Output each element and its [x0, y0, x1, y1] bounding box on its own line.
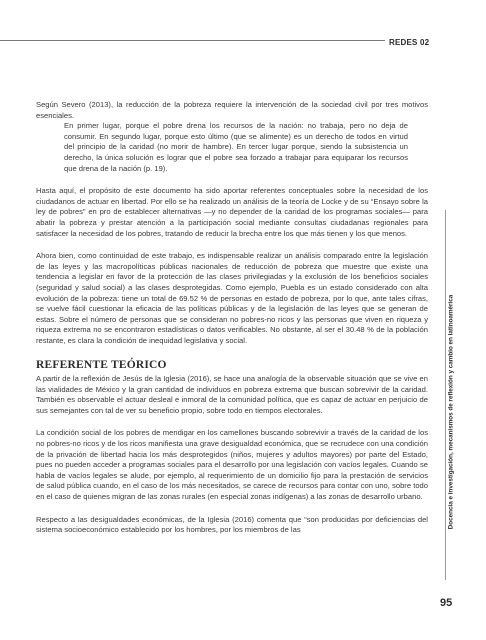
- paragraph-social-condition: La condición social de los pobres de mendigar en los camellones buscando sobrevivir a través de la caridad de los no pobres-no ricos y de los ricos manifiesta una grave desigualdad económica, que se recrudece con una condición de la privación de libertad hacia los más desprotegidos (niños, mujeres y adultos mayores) por parte del Estado, pues no pueden acceder a programas sociales para el desarrollo por una legislación con vacíos legales. Cuando se habla de vacíos legales se alude, por ejemplo, al requerimiento de un domicilio fijo para la prestación de servicios de salud pública cuando, en el caso de los más necesitados, se carece de recursos para contar con uno, sobre todo en el caso de quienes migran de las zonas rurales (en especial zonas indígenas) a las zonas de desarrollo urbano.: [36, 428, 428, 501]
- paragraph-purpose: Hasta aquí, el propósito de este documento ha sido aportar referentes conceptuales sobre la necesidad de los ciudadanos de actuar en libertad. Por ello se ha realizado un análisis de la teoría de Locke y de su “Ensayo sobre la ley de pobres” en pro de establecer alternativas —y no depender de la caridad de los programas sociales— para abatir la pobreza y prestar atención a la participación social mediante consultas ciudadanas regionales para satisfacer la necesidad de los pobres, tratando de reducir la brecha entre los que más tienen y los que menos.: [36, 186, 428, 238]
- page-number: 95: [440, 597, 453, 609]
- paragraph-theory: A partir de la reflexión de Jesús de la Iglesia (2016), se hace una analogía de la observable situación que se vive en las vialidades de México y la gran cantidad de individuos en pobreza extrema que buscan sobrevivir de la caridad. También es observable el actuar desleal e inmoral de la comunidad política, que es capaz de actuar en perjuicio de sus semejantes con tal de ver su beneficio propio, sobre todo en tiempos electorales.: [36, 374, 428, 415]
- side-divider: [445, 210, 446, 580]
- paragraph-analysis: Ahora bien, como continuidad de este trabajo, es indispensable realizar un análisis comparado entre la legislación de las leyes y las macropolíticas públicas nacionales de reducción de pobreza que muestre que existe una tendencia a legislar en favor de la protección de las clases privilegiadas y la exclusión de los beneficios sociales (seguridad y salud social) a las clases desprotegidas. Como ejemplo, Puebla es un estado considerado con alta evolución de la pobreza: tiene un total de 69.52 % de personas en estado de pobreza, por lo que, ante tales cifras, se vuelve fácil cuestionar la eficacia de las políticas públicas y de la legislación de las leyes que se generan de estas. Sobre el número de personas que se consideran no pobres-no ricos y las personas que viven en riqueza y riqueza extrema no se encontraron estadísticas o datos verificables. No obstante, al ser el 30.48 % de la población restante, es clara la condición de inequidad legislativa y social.: [36, 251, 428, 345]
- header-rule: [0, 40, 427, 41]
- page-body: [36, 100, 428, 548]
- section-heading: REFERENTE TEÓRICO: [36, 359, 167, 372]
- side-running-title: Docencia e investigación, mecanismos de reflexión y cambio en latinoamérica: [447, 294, 455, 530]
- running-header: REDES 02: [385, 38, 433, 47]
- block-quote: En primer lugar, porque el pobre drena los recursos de la nación: no trabaja, pero no deja de consumir. En segundo lugar, porque esto último (que se alimente) es un derecho de todos en virtud del principio de la caridad (no morir de hambre). En tercer lugar porque, siendo la subsistencia un derecho, la única solución es lograr que el pobre sea forzado a trabajar para equiparar los recursos que drena de la nación (p. 19).: [64, 121, 408, 173]
- paragraph-intro: Según Severo (2013), la reducción de la pobreza requiere la intervención de la sociedad civil por tres motivos esenciales.: [36, 100, 428, 120]
- paragraph-inequality: Respecto a las desigualdades económicas, de la Iglesia (2016) comenta que “son producidas por deficiencias del sistema socioeconómico establecido por los hombres, por los miembros de las: [36, 514, 428, 535]
